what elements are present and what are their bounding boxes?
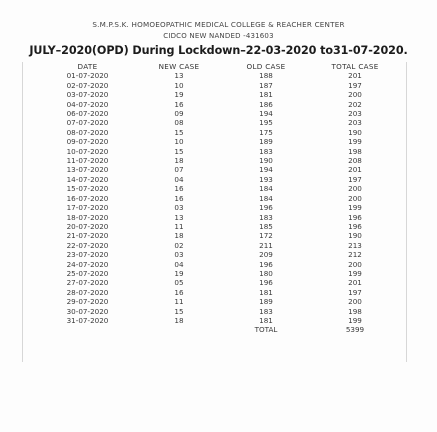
table-row	[40, 260, 401, 269]
cell-total-case: 202	[348, 99, 362, 109]
cell-total-case: 198	[348, 146, 362, 156]
cell-total-case: 197	[348, 80, 362, 90]
cell-total-case: 197	[348, 287, 362, 297]
cell-total-case: 213	[348, 240, 362, 250]
header-new-case: NEW CASE	[158, 62, 200, 71]
cell-total-case: 201	[348, 278, 362, 288]
cell-new-case: 19	[174, 90, 184, 100]
cell-date: 07-07-2020	[66, 118, 109, 128]
cell-old-case: 183	[259, 146, 273, 156]
cell-total-case: 201	[348, 165, 362, 175]
header-old-case: OLD CASE	[246, 62, 286, 71]
cell-new-case: 11	[174, 221, 184, 231]
cell-new-case: 05	[174, 278, 184, 288]
cell-old-case: 190	[259, 156, 273, 166]
cell-date: 18-07-2020	[66, 212, 109, 222]
cell-date: 22-07-2020	[66, 240, 109, 250]
cell-new-case: 08	[174, 118, 184, 128]
cell-date: 09-07-2020	[66, 137, 109, 147]
cell-date: 23-07-2020	[66, 250, 109, 260]
table-row	[40, 137, 401, 146]
total-spacer-date	[40, 325, 135, 334]
table-row	[40, 231, 401, 240]
cell-total-case: 200	[348, 184, 362, 194]
cell-new-case: 16	[174, 193, 184, 203]
cell-old-case: 181	[259, 315, 273, 325]
cell-date: 10-07-2020	[66, 146, 109, 156]
cell-old-case: 188	[259, 71, 273, 81]
cell-new-case: 07	[174, 165, 184, 175]
cell-new-case: 13	[174, 71, 184, 81]
cell-old-case: 195	[259, 118, 273, 128]
table-header-row	[40, 62, 401, 71]
table-row	[40, 175, 401, 184]
cell-old-case: 196	[259, 278, 273, 288]
cell-new-case: 15	[174, 146, 184, 156]
header-total-case: TOTAL CASE	[331, 62, 379, 71]
table-row	[40, 213, 401, 222]
cell-date: 29-07-2020	[66, 297, 109, 307]
table-row	[40, 241, 401, 250]
cell-old-case: 184	[259, 184, 273, 194]
table-row	[40, 222, 401, 231]
cell-total-case: 196	[348, 221, 362, 231]
cell-date: 21-07-2020	[66, 231, 109, 241]
cell-new-case: 18	[174, 231, 184, 241]
column-divider-right	[406, 62, 407, 362]
cell-new-case: 16	[174, 287, 184, 297]
total-row	[40, 325, 401, 334]
cell-old-case: 175	[259, 127, 273, 137]
cell-old-case: 183	[259, 306, 273, 316]
cell-date: 30-07-2020	[66, 306, 109, 316]
cell-new-case: 11	[174, 297, 184, 307]
table-row	[40, 297, 401, 306]
cell-old-case: 194	[259, 109, 273, 119]
cell-new-case: 13	[174, 212, 184, 222]
cell-total-case: 190	[348, 231, 362, 241]
cell-old-case: 184	[259, 193, 273, 203]
cell-total-case: 197	[348, 174, 362, 184]
cell-old-case: 211	[259, 240, 273, 250]
table-row	[40, 165, 401, 174]
cell-total-case: 212	[348, 250, 362, 260]
cell-date: 16-07-2020	[66, 193, 109, 203]
institution-address: CIDCO NEW NANDED -431603	[163, 32, 274, 40]
cell-date: 03-07-2020	[66, 90, 109, 100]
opd-table	[40, 62, 401, 335]
cell-new-case: 04	[174, 174, 184, 184]
cell-new-case: 19	[174, 268, 184, 278]
cell-total-case: 203	[348, 118, 362, 128]
table-row	[40, 288, 401, 297]
cell-total-case: 199	[348, 137, 362, 147]
cell-total-case: 199	[348, 315, 362, 325]
cell-old-case: 180	[259, 268, 273, 278]
cell-date: 14-07-2020	[66, 174, 109, 184]
cell-date: 13-07-2020	[66, 165, 109, 175]
cell-new-case: 18	[174, 156, 184, 166]
table-body	[40, 71, 401, 334]
cell-total-case: 200	[348, 90, 362, 100]
cell-old-case: 194	[259, 165, 273, 175]
header-date: DATE	[77, 62, 98, 71]
table-row	[40, 250, 401, 259]
table-row	[40, 147, 401, 156]
cell-date: 20-07-2020	[66, 221, 109, 231]
cell-new-case: 03	[174, 203, 184, 213]
cell-date: 11-07-2020	[66, 156, 109, 166]
table-row	[40, 156, 401, 165]
total-spacer-new	[135, 325, 223, 334]
cell-total-case: 198	[348, 306, 362, 316]
cell-new-case: 18	[174, 315, 184, 325]
table-row	[40, 109, 401, 118]
cell-total-case: 203	[348, 109, 362, 119]
cell-old-case: 209	[259, 250, 273, 260]
cell-new-case: 03	[174, 250, 184, 260]
cell-date: 08-07-2020	[66, 127, 109, 137]
cell-date: 06-07-2020	[66, 109, 109, 119]
cell-new-case: 16	[174, 184, 184, 194]
total-value: 5399	[345, 325, 365, 335]
table-row	[40, 269, 401, 278]
table-row	[40, 194, 401, 203]
cell-old-case: 185	[259, 221, 273, 231]
cell-total-case: 199	[348, 268, 362, 278]
cell-old-case: 186	[259, 99, 273, 109]
cell-old-case: 187	[259, 80, 273, 90]
column-divider-left	[22, 62, 23, 362]
cell-new-case: 10	[174, 137, 184, 147]
cell-date: 24-07-2020	[66, 259, 109, 269]
cell-total-case: 190	[348, 127, 362, 137]
cell-new-case: 15	[174, 306, 184, 316]
cell-new-case: 02	[174, 240, 184, 250]
cell-date: 28-07-2020	[66, 287, 109, 297]
table-row	[40, 118, 401, 127]
table-row	[40, 278, 401, 287]
table-row	[40, 100, 401, 109]
cell-new-case: 09	[174, 109, 184, 119]
cell-date: 31-07-2020	[66, 315, 109, 325]
cell-old-case: 193	[259, 174, 273, 184]
report-title: JULY–2020(OPD) During Lockdown–22-03-2020 to31-07-2020.	[29, 44, 408, 57]
table-row	[40, 90, 401, 99]
cell-total-case: 201	[348, 71, 362, 81]
cell-new-case: 04	[174, 259, 184, 269]
total-label: TOTAL	[254, 325, 278, 335]
cell-total-case: 199	[348, 203, 362, 213]
cell-total-case: 208	[348, 156, 362, 166]
cell-date: 15-07-2020	[66, 184, 109, 194]
cell-old-case: 189	[259, 137, 273, 147]
table-row	[40, 203, 401, 212]
cell-date: 17-07-2020	[66, 203, 109, 213]
institution-name: S.M.P.S.K. HOMOEOPATHIC MEDICAL COLLEGE & REACHER CENTER	[92, 20, 345, 29]
cell-new-case: 16	[174, 99, 184, 109]
table-row	[40, 128, 401, 137]
cell-date: 02-07-2020	[66, 80, 109, 90]
cell-old-case: 189	[259, 297, 273, 307]
cell-old-case: 196	[259, 259, 273, 269]
cell-total-case: 200	[348, 297, 362, 307]
cell-old-case: 181	[259, 287, 273, 297]
table-row	[40, 307, 401, 316]
cell-total-case: 196	[348, 212, 362, 222]
cell-new-case: 15	[174, 127, 184, 137]
cell-date: 27-07-2020	[66, 278, 109, 288]
table-row	[40, 184, 401, 193]
table-row	[40, 81, 401, 90]
cell-date: 04-07-2020	[66, 99, 109, 109]
cell-old-case: 181	[259, 90, 273, 100]
table-row	[40, 316, 401, 325]
cell-total-case: 200	[348, 193, 362, 203]
cell-old-case: 183	[259, 212, 273, 222]
table-row	[40, 71, 401, 80]
cell-new-case: 10	[174, 80, 184, 90]
cell-date: 01-07-2020	[66, 71, 109, 81]
cell-date: 25-07-2020	[66, 268, 109, 278]
cell-old-case: 196	[259, 203, 273, 213]
cell-old-case: 172	[259, 231, 273, 241]
cell-total-case: 200	[348, 259, 362, 269]
